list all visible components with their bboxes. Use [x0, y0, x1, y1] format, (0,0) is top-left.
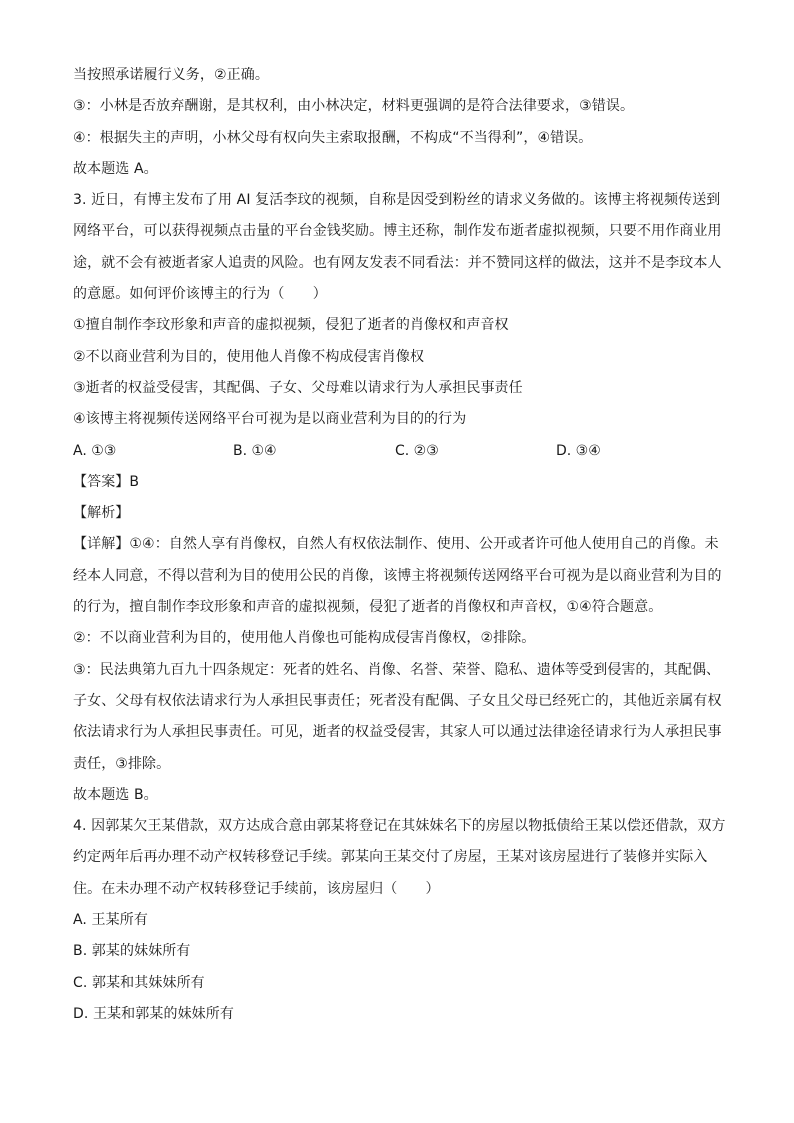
- option-c: C. ②③: [395, 442, 439, 459]
- question-stem-line: 的意愿。如何评价该博主的行为（ ）: [73, 286, 327, 303]
- analysis-line: 子女、父母有权依法请求行为人承担民事责任；死者没有配偶、子女且父母已经死亡的，其他近亲属有权: [73, 692, 722, 709]
- statement-item: ③逝者的权益受侵害，其配偶、子女、父母难以请求行为人承担民事责任: [73, 379, 523, 396]
- option-b: B. 郭某的妹妹所有: [73, 943, 191, 960]
- analysis-line: ③：民法典第九百九十四条规定：死者的姓名、肖像、名誉、荣誉、隐私、遗体等受到侵害的，其配偶、: [73, 661, 721, 678]
- question-stem-line: 住。在未办理不动产权转移登记手续前，该房屋归（ ）: [73, 880, 440, 897]
- question-stem-line: 网络平台，可以获得视频点击量的平台金钱奖励。博主还称，制作发布逝者虚拟视频，只要不用作商业用: [73, 223, 722, 240]
- question-4: [73, 811, 726, 1030]
- analysis-line: 依法请求行为人承担民事责任。可见，逝者的权益受侵害，其家人可以通过法律途径请求行为人承担民事: [73, 724, 722, 741]
- analysis-line: 经本人同意，不得以营利为目的使用公民的肖像，该博主将视频传送网络平台可视为是以商业营利为目的: [73, 567, 722, 584]
- analysis-line: ②：不以商业营利为目的，使用他人肖像也可能构成侵害肖像权，②排除。: [73, 630, 536, 647]
- analysis-line: 故本题选 B。: [73, 786, 158, 803]
- option-c: C. 郭某和其妹妹所有: [73, 974, 205, 991]
- answer-options: [73, 436, 723, 467]
- text-line: 故本题选 A。: [73, 160, 158, 177]
- analysis-line: 的行为，擅自制作李玟形象和声音的虚拟视频，侵犯了逝者的肖像权和声音权，①④符合题意。: [73, 599, 663, 616]
- statement-item: ②不以商业营利为目的，使用他人肖像不构成侵害肖像权: [73, 348, 425, 365]
- text-line: ④：根据失主的声明，小林父母有权向失主索取报酬，不构成“不当得利”，④错误。: [73, 129, 593, 146]
- answer-label: 【答案】B: [73, 473, 140, 490]
- question-stem-line: 约定两年后再办理不动产权转移登记手续。郭某向王某交付了房屋，王某对该房屋进行了装修并实际入: [73, 849, 708, 866]
- question-3: [73, 185, 723, 811]
- option-d: D. 王某和郭某的妹妹所有: [73, 1005, 234, 1022]
- question-stem-line: 途，就不会有被逝者家人追责的风险。也有网友发表不同看法：并不赞同这样的做法，这并不是李玟本人: [73, 254, 722, 271]
- option-a: A. 王某所有: [73, 912, 148, 929]
- analysis-heading: 【解析】: [73, 505, 130, 522]
- statement-item: ①擅自制作李玟形象和声音的虚拟视频，侵犯了逝者的肖像权和声音权: [73, 317, 509, 334]
- previous-answer-block: [73, 60, 723, 185]
- option-d: D. ③④: [556, 442, 601, 459]
- text-line: ③：小林是否放弃酬谢，是其权利，由小林决定，材料更强调的是符合法律要求，③错误。: [73, 98, 635, 115]
- text-line: 当按照承诺履行义务，②正确。: [73, 67, 269, 83]
- option-b: B. ①④: [233, 442, 277, 459]
- option-a: A. ①③: [73, 442, 117, 459]
- analysis-line: 【详解】①④：自然人享有肖像权，自然人有权依法制作、使用、公开或者许可他人使用自己的肖像。未: [73, 536, 719, 553]
- statement-item: ④该博主将视频传送网络平台可视为是以商业营利为目的的行为: [73, 411, 467, 428]
- document-page: [73, 60, 726, 1030]
- question-stem-line: 3. 近日，有博主发布了用 AI 复活李玟的视频，自称是因受到粉丝的请求义务做的。该博主将视频传送到: [73, 192, 721, 209]
- question-stem-line: 4. 因郭某欠王某借款，双方达成合意由郭某将登记在其妹妹名下的房屋以物抵债给王某以偿还借款，双方: [73, 818, 726, 835]
- analysis-line: 责任，③排除。: [73, 755, 171, 772]
